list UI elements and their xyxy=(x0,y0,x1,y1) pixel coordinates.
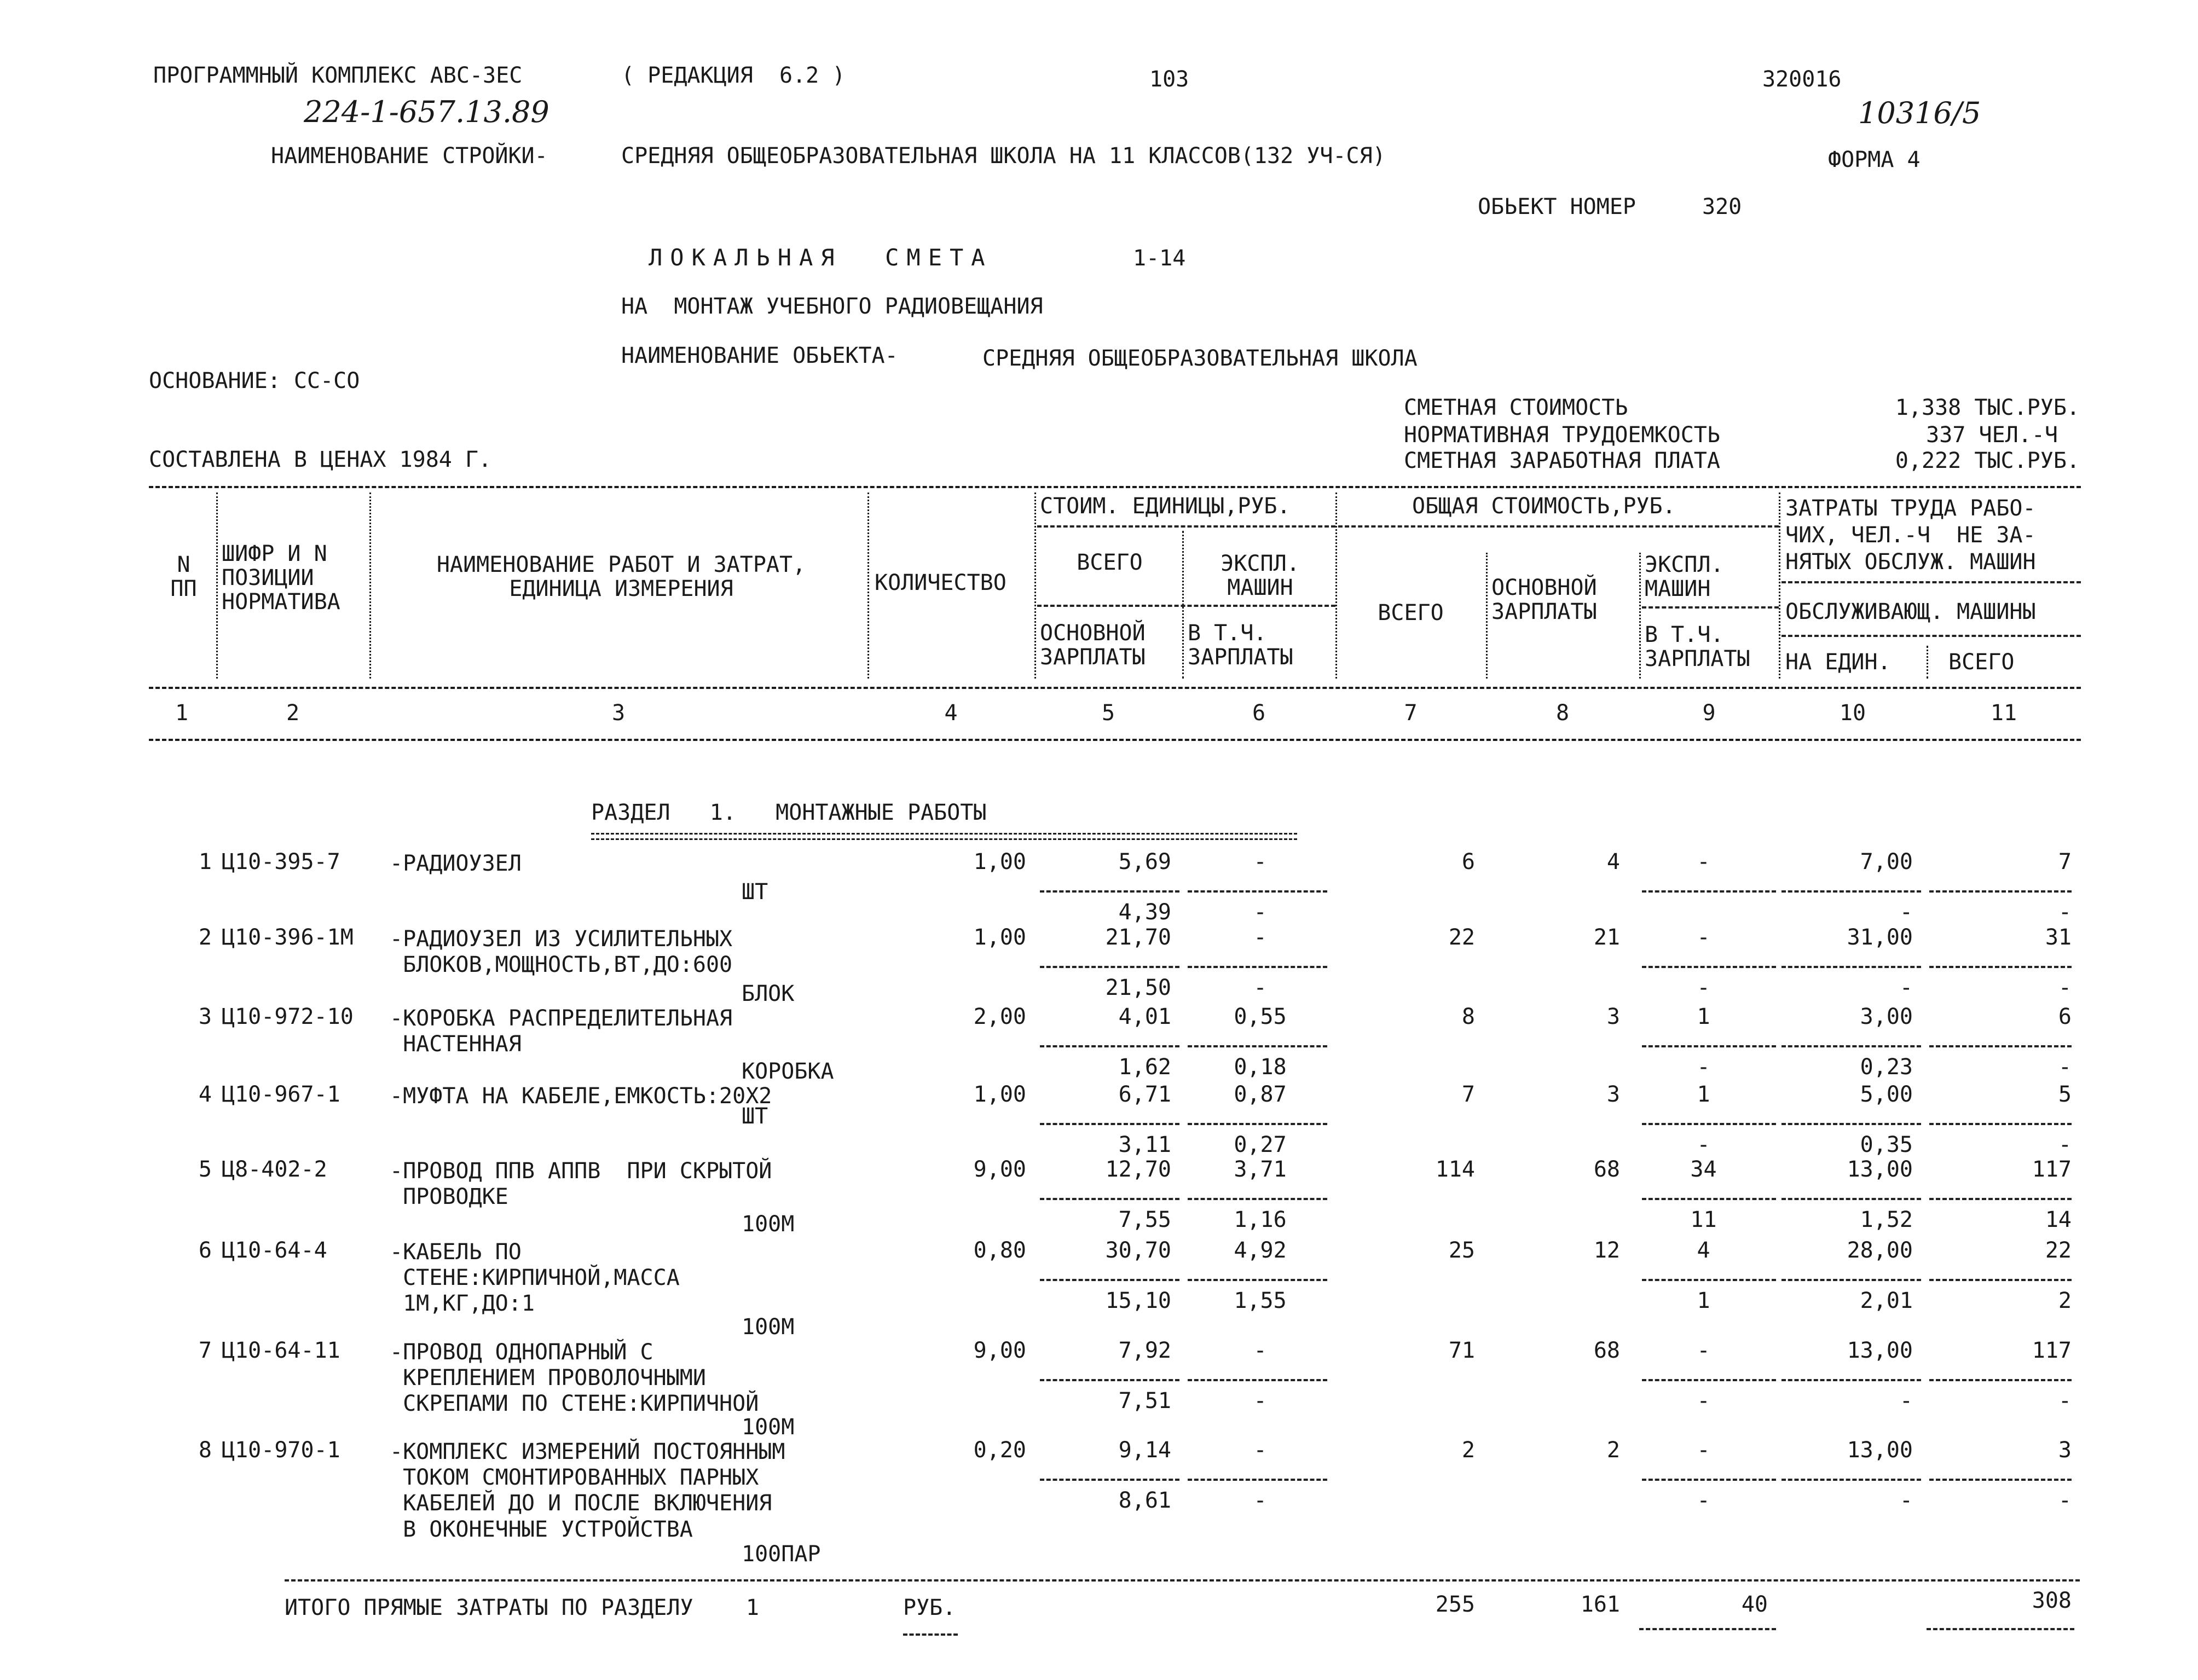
program-name: ПРОГРАММНЫЙ КОМПЛЕКС АВС-3ЕС xyxy=(153,63,523,88)
row-total-machines: 34 xyxy=(1690,1157,1717,1182)
row-total-machines: 1 xyxy=(1697,1004,1710,1029)
row-labor-unit: 28,00 xyxy=(1847,1238,1913,1263)
row-labor-total: 6 xyxy=(2058,1004,2072,1029)
row-machine-wages: - xyxy=(1697,1488,1710,1513)
header-unit-cost: СТОИМ. ЕДИНИЦЫ,РУБ. xyxy=(1040,494,1291,519)
row-unit-machines: - xyxy=(1253,1438,1267,1463)
handwritten-right-code: 10316/5 xyxy=(1858,96,1981,130)
estimate-title: ЛОКАЛЬНАЯ СМЕТА xyxy=(649,244,993,271)
cell-separator-rule xyxy=(1929,1198,2072,1200)
summary-value-wages: 0,222 ТЫС.РУБ. xyxy=(1895,448,2080,473)
row-machine-wages: 11 xyxy=(1690,1207,1717,1232)
object-number-label: ОБЬЕКТ НОМЕР xyxy=(1478,194,1636,219)
row-machine-service-unit: 2,01 xyxy=(1860,1288,1913,1313)
header-col-6b: В Т.Ч. ЗАРПЛАТЫ xyxy=(1188,621,1293,670)
cell-separator-rule xyxy=(1040,1045,1179,1047)
row-name: -ПРОВОД ППВ АППВ ПРИ СКРЫТОЙ ПРОВОДКЕ xyxy=(390,1158,772,1210)
row-unit-wages: 4,39 xyxy=(1118,900,1171,925)
table-top-rule xyxy=(149,486,2081,488)
summary-value-labor: 337 ЧЕЛ.-Ч xyxy=(1926,422,2058,448)
total-under-rule xyxy=(1639,1628,1776,1630)
construction-label: НАИМЕНОВАНИЕ СТРОЙКИ- xyxy=(271,143,548,169)
summary-label-wages: СМЕТНАЯ ЗАРАБОТНАЯ ПЛАТА xyxy=(1404,448,1720,473)
section-title-underline xyxy=(591,833,1297,835)
row-quantity: 2,00 xyxy=(973,1004,1026,1029)
document-code: 320016 xyxy=(1762,67,1842,92)
row-name: -МУФТА НА КАБЕЛЕ,ЕМКОСТЬ:20Х2 xyxy=(390,1084,772,1109)
row-unit-machine-wages: 0,27 xyxy=(1234,1132,1287,1157)
row-name: -РАДИОУЗЕЛ xyxy=(390,851,522,876)
row-total-cost: 25 xyxy=(1448,1238,1475,1263)
row-unit-wages: 1,62 xyxy=(1118,1055,1171,1080)
row-number: 7 xyxy=(198,1338,212,1363)
row-number: 6 xyxy=(198,1238,212,1263)
cell-separator-rule xyxy=(1642,1045,1776,1047)
row-machine-service-total: - xyxy=(2058,975,2072,1000)
row-unit-machine-wages: 0,18 xyxy=(1234,1055,1287,1080)
row-machine-service-unit: - xyxy=(1899,1488,1913,1513)
row-code: Ц8-402-2 xyxy=(222,1157,327,1182)
row-total-machines: - xyxy=(1697,925,1710,950)
page-number: 103 xyxy=(1149,67,1189,92)
handwritten-left-code: 224-1-657.13.89 xyxy=(304,95,550,129)
cell-separator-rule xyxy=(1040,1479,1179,1481)
row-machine-service-total: 2 xyxy=(2058,1288,2072,1313)
row-machine-service-total: - xyxy=(2058,1055,2072,1080)
row-machine-service-total: - xyxy=(2058,1132,2072,1157)
row-total-cost: 7 xyxy=(1461,1082,1475,1107)
header-col-1: N ПП xyxy=(170,552,197,601)
header-col-9b: В Т.Ч. ЗАРПЛАТЫ xyxy=(1645,622,1750,671)
cell-separator-rule xyxy=(1040,1279,1179,1281)
cell-separator-rule xyxy=(1929,1045,2072,1047)
row-total-machines: 1 xyxy=(1697,1082,1710,1107)
row-machine-service-unit: - xyxy=(1899,1388,1913,1413)
header-sub-rule xyxy=(1037,525,1335,528)
row-labor-total: 7 xyxy=(2058,849,2072,874)
row-unit: КОРОБКА xyxy=(742,1059,834,1084)
row-unit-wages: 8,61 xyxy=(1118,1488,1171,1513)
row-labor-total: 22 xyxy=(2045,1238,2072,1263)
col-divider xyxy=(216,493,218,679)
row-labor-unit: 5,00 xyxy=(1860,1082,1913,1107)
section-total-c7: 255 xyxy=(1435,1592,1475,1617)
cell-separator-rule xyxy=(1781,1379,1921,1381)
cell-separator-rule xyxy=(1929,1123,2072,1125)
row-code: Ц10-64-4 xyxy=(222,1238,327,1263)
row-machine-wages: - xyxy=(1697,1055,1710,1080)
estimate-subtitle: НА МОНТАЖ УЧЕБНОГО РАДИОВЕЩАНИЯ xyxy=(621,294,1043,319)
summary-label-cost: СМЕТНАЯ СТОИМОСТЬ xyxy=(1404,395,1628,420)
row-unit-total: 5,69 xyxy=(1118,849,1171,874)
row-total-cost: 2 xyxy=(1461,1438,1475,1463)
cell-separator-rule xyxy=(1781,1045,1921,1047)
row-total-cost: 6 xyxy=(1461,849,1475,874)
row-quantity: 0,20 xyxy=(973,1438,1026,1463)
row-machine-service-unit: - xyxy=(1899,900,1913,925)
header-total-cost: ОБЩАЯ СТОИМОСТЬ,РУБ. xyxy=(1412,494,1676,519)
header-col-10a: ОБСЛУЖИВАЮЩ. МАШИНЫ xyxy=(1785,599,2036,624)
row-quantity: 0,80 xyxy=(973,1238,1026,1263)
column-number-5: 5 xyxy=(1101,700,1115,726)
row-total-machines: - xyxy=(1697,849,1710,874)
row-labor-total: 3 xyxy=(2058,1438,2072,1463)
cell-separator-rule xyxy=(1642,890,1776,893)
col-divider xyxy=(1927,646,1928,679)
header-col-8: ОСНОВНОЙ ЗАРПЛАТЫ xyxy=(1491,575,1597,624)
cell-separator-rule xyxy=(1642,1123,1776,1125)
header-col-5: ВСЕГО xyxy=(1077,550,1143,575)
row-total-wages: 2 xyxy=(1606,1438,1620,1463)
header-labor: ЗАТРАТЫ ТРУДА РАБО- ЧИХ, ЧЕЛ.-Ч НЕ ЗА- НЯТЫХ ОБСЛУЖ. МАШИН xyxy=(1785,496,2036,575)
row-unit: 100М xyxy=(742,1212,795,1237)
col-divider xyxy=(1034,493,1036,679)
row-quantity: 9,00 xyxy=(973,1338,1026,1363)
row-code: Ц10-967-1 xyxy=(222,1082,340,1107)
cell-separator-rule xyxy=(1188,1379,1327,1381)
cell-separator-rule xyxy=(1781,1479,1921,1481)
row-unit-total: 7,92 xyxy=(1118,1338,1171,1363)
header-sub-rule xyxy=(1642,606,1779,609)
cell-separator-rule xyxy=(1781,890,1921,893)
construction-name: СРЕДНЯЯ ОБЩЕОБРАЗОВАТЕЛЬНАЯ ШКОЛА НА 11 КЛАССОВ(132 УЧ-СЯ) xyxy=(621,143,1386,169)
row-machine-service-unit: 1,52 xyxy=(1860,1207,1913,1232)
total-top-rule xyxy=(285,1579,2080,1581)
header-col-3: НАИМЕНОВАНИЕ РАБОТ И ЗАТРАТ, ЕДИНИЦА ИЗМЕРЕНИЯ xyxy=(436,552,806,601)
col-divider xyxy=(1779,493,1780,679)
col-divider xyxy=(369,493,371,679)
row-machine-wages: - xyxy=(1697,1388,1710,1413)
cell-separator-rule xyxy=(1929,1279,2072,1281)
row-unit: 100ПАР xyxy=(742,1542,821,1567)
row-number: 1 xyxy=(198,849,212,874)
row-total-machines: - xyxy=(1697,1338,1710,1363)
row-unit-machines: - xyxy=(1253,849,1267,874)
row-machine-service-total: - xyxy=(2058,900,2072,925)
row-number: 8 xyxy=(198,1438,212,1463)
header-col-2: ШИФР И N ПОЗИЦИИ НОРМАТИВА xyxy=(222,541,340,615)
cell-separator-rule xyxy=(1040,1379,1179,1381)
row-unit-total: 9,14 xyxy=(1118,1438,1171,1463)
row-machine-service-unit: 0,35 xyxy=(1860,1132,1913,1157)
section-total-label: ИТОГО ПРЯМЫЕ ЗАТРАТЫ ПО РАЗДЕЛУ 1 xyxy=(285,1595,759,1620)
col-divider xyxy=(1486,553,1488,679)
row-unit-wages: 21,50 xyxy=(1105,975,1171,1000)
row-total-wages: 21 xyxy=(1593,925,1620,950)
column-number-10: 10 xyxy=(1839,700,1866,726)
row-labor-unit: 7,00 xyxy=(1860,849,1913,874)
row-machine-wages: - xyxy=(1697,1132,1710,1157)
column-numbers-rule xyxy=(149,739,2081,741)
cell-separator-rule xyxy=(1781,1198,1921,1200)
column-number-2: 2 xyxy=(286,700,300,726)
row-number: 2 xyxy=(198,925,212,950)
col-divider xyxy=(1639,553,1641,679)
row-unit-machines: 4,92 xyxy=(1234,1238,1287,1263)
column-number-6: 6 xyxy=(1252,700,1266,726)
cell-separator-rule xyxy=(1642,1198,1776,1200)
section-total-unit: РУБ. xyxy=(903,1595,956,1620)
row-total-wages: 68 xyxy=(1593,1338,1620,1363)
row-code: Ц10-970-1 xyxy=(222,1438,340,1463)
row-unit-machine-wages: 1,55 xyxy=(1234,1288,1287,1313)
cell-separator-rule xyxy=(1929,1379,2072,1381)
row-total-wages: 4 xyxy=(1606,849,1620,874)
row-unit-total: 12,70 xyxy=(1105,1157,1171,1182)
row-unit-machine-wages: - xyxy=(1253,975,1267,1000)
row-number: 3 xyxy=(198,1004,212,1029)
row-machine-wages: 1 xyxy=(1697,1288,1710,1313)
row-labor-unit: 3,00 xyxy=(1860,1004,1913,1029)
row-unit-machine-wages: - xyxy=(1253,1388,1267,1413)
row-number: 5 xyxy=(198,1157,212,1182)
col-divider xyxy=(1335,493,1337,679)
cell-separator-rule xyxy=(1040,1198,1179,1200)
row-quantity: 1,00 xyxy=(973,1082,1026,1107)
cell-separator-rule xyxy=(1188,1045,1327,1047)
cell-separator-rule xyxy=(1188,1198,1327,1200)
cell-separator-rule xyxy=(1188,1479,1327,1481)
row-name: -ПРОВОД ОДНОПАРНЫЙ С КРЕПЛЕНИЕМ ПРОВОЛОЧНЫМИ СКРЕПАМИ ПО СТЕНЕ:КИРПИЧНОЙ xyxy=(390,1340,759,1417)
header-sub-rule xyxy=(1037,605,1335,607)
row-unit-total: 6,71 xyxy=(1118,1082,1171,1107)
row-machine-service-total: - xyxy=(2058,1488,2072,1513)
row-unit-total: 30,70 xyxy=(1105,1238,1171,1263)
prices-line: СОСТАВЛЕНА В ЦЕНАХ 1984 Г. xyxy=(149,447,492,472)
basis-line: ОСНОВАНИЕ: СС-СО xyxy=(149,368,360,393)
cell-separator-rule xyxy=(1188,1123,1327,1125)
row-quantity: 1,00 xyxy=(973,849,1026,874)
column-number-4: 4 xyxy=(944,700,958,726)
column-number-8: 8 xyxy=(1555,700,1570,726)
row-labor-unit: 13,00 xyxy=(1847,1157,1913,1182)
row-name: -КОМПЛЕКС ИЗМЕРЕНИЙ ПОСТОЯННЫМ ТОКОМ СМОНТИРОВАННЫХ ПАРНЫХ КАБЕЛЕЙ ДО И ПОСЛЕ ВКЛЮЧЕНИЯ В ОКОНЕЧНЫЕ УСТРОЙСТВА xyxy=(390,1439,785,1542)
row-machine-service-unit: 0,23 xyxy=(1860,1055,1913,1080)
row-code: Ц10-972-10 xyxy=(222,1004,354,1029)
column-number-7: 7 xyxy=(1404,700,1418,726)
row-unit-wages: 3,11 xyxy=(1118,1132,1171,1157)
row-name: -КАБЕЛЬ ПО СТЕНЕ:КИРПИЧНОЙ,МАССА 1М,КГ,ДО:1 xyxy=(390,1239,680,1317)
cell-separator-rule xyxy=(1188,966,1327,968)
program-edition: ( РЕДАКЦИЯ 6.2 ) xyxy=(621,63,846,88)
row-code: Ц10-396-1М xyxy=(222,925,354,950)
row-unit: БЛОК xyxy=(742,981,795,1006)
row-total-machines: - xyxy=(1697,1438,1710,1463)
cell-separator-rule xyxy=(1929,966,2072,968)
cell-separator-rule xyxy=(1642,1279,1776,1281)
row-unit-machines: - xyxy=(1253,925,1267,950)
row-number: 4 xyxy=(198,1082,212,1107)
cell-separator-rule xyxy=(1642,1379,1776,1381)
cell-separator-rule xyxy=(1040,1123,1179,1125)
cell-separator-rule xyxy=(1929,890,2072,893)
row-total-cost: 22 xyxy=(1448,925,1475,950)
row-total-machines: 4 xyxy=(1697,1238,1710,1263)
cell-separator-rule xyxy=(1040,890,1179,893)
row-machine-service-total: - xyxy=(2058,1388,2072,1413)
row-labor-unit: 13,00 xyxy=(1847,1338,1913,1363)
row-unit-wages: 7,55 xyxy=(1118,1207,1171,1232)
estimate-number: 1-14 xyxy=(1133,246,1186,271)
cell-separator-rule xyxy=(1781,966,1921,968)
row-unit: 100М xyxy=(742,1314,795,1340)
row-unit: ШТ xyxy=(742,879,768,905)
cell-separator-rule xyxy=(1188,890,1327,893)
row-unit-machine-wages: 1,16 xyxy=(1234,1207,1287,1232)
cell-separator-rule xyxy=(1781,1123,1921,1125)
row-code: Ц10-395-7 xyxy=(222,849,340,874)
column-number-9: 9 xyxy=(1702,700,1716,726)
row-labor-total: 5 xyxy=(2058,1082,2072,1107)
row-unit: 100М xyxy=(742,1415,795,1440)
row-unit-machines: 3,71 xyxy=(1234,1157,1287,1182)
header-col-6: ЭКСПЛ. МАШИН xyxy=(1221,551,1300,600)
header-sub-rule xyxy=(1781,635,2081,637)
row-unit-machines: - xyxy=(1253,1338,1267,1363)
row-name: -КОРОБКА РАСПРЕДЕЛИТЕЛЬНАЯ НАСТЕННАЯ xyxy=(390,1006,733,1057)
row-unit-wages: 7,51 xyxy=(1118,1388,1171,1413)
row-total-cost: 8 xyxy=(1461,1004,1475,1029)
row-machine-wages: - xyxy=(1697,975,1710,1000)
cell-separator-rule xyxy=(1642,966,1776,968)
header-bottom-rule xyxy=(149,687,2081,689)
cell-separator-rule xyxy=(1642,1479,1776,1481)
row-total-wages: 3 xyxy=(1606,1004,1620,1029)
row-unit: ШТ xyxy=(742,1104,768,1129)
section-title-underline xyxy=(591,838,1297,840)
col-divider xyxy=(867,493,869,679)
header-col-11: ВСЕГО xyxy=(1948,650,2015,675)
row-code: Ц10-64-11 xyxy=(222,1338,340,1363)
total-unit-underline xyxy=(903,1633,958,1636)
summary-label-labor: НОРМАТИВНАЯ ТРУДОЕМКОСТЬ xyxy=(1404,422,1720,448)
object-name-label: НАИМЕНОВАНИЕ ОБЬЕКТА- xyxy=(621,343,898,368)
summary-value-cost: 1,338 ТЫС.РУБ. xyxy=(1895,395,2080,420)
row-name: -РАДИОУЗЕЛ ИЗ УСИЛИТЕЛЬНЫХ БЛОКОВ,МОЩНОСТЬ,ВТ,ДО:600 xyxy=(390,926,733,978)
row-unit-machines: 0,55 xyxy=(1234,1004,1287,1029)
row-unit-machine-wages: - xyxy=(1253,1488,1267,1513)
row-labor-total: 117 xyxy=(2032,1157,2072,1182)
cell-separator-rule xyxy=(1929,1479,2072,1481)
object-number: 320 xyxy=(1702,194,1742,219)
cell-separator-rule xyxy=(1188,1279,1327,1281)
section-total-c11: 308 xyxy=(2032,1588,2072,1613)
row-total-cost: 114 xyxy=(1435,1157,1475,1182)
header-col-4: КОЛИЧЕСТВО xyxy=(875,570,1007,595)
column-number-11: 11 xyxy=(1990,700,2017,726)
row-unit-machine-wages: - xyxy=(1253,900,1267,925)
row-total-wages: 68 xyxy=(1593,1157,1620,1182)
column-number-1: 1 xyxy=(175,700,189,726)
column-number-3: 3 xyxy=(611,700,626,726)
cell-separator-rule xyxy=(1040,966,1179,968)
row-total-cost: 71 xyxy=(1448,1338,1475,1363)
row-quantity: 9,00 xyxy=(973,1157,1026,1182)
cell-separator-rule xyxy=(1781,1279,1921,1281)
row-unit-machines: 0,87 xyxy=(1234,1082,1287,1107)
total-under-rule xyxy=(1927,1628,2074,1630)
row-labor-total: 117 xyxy=(2032,1338,2072,1363)
row-labor-total: 31 xyxy=(2045,925,2072,950)
row-total-wages: 12 xyxy=(1593,1238,1620,1263)
row-machine-service-total: 14 xyxy=(2045,1207,2072,1232)
header-col-5b: ОСНОВНОЙ ЗАРПЛАТЫ xyxy=(1040,621,1146,670)
section-total-c9: 40 xyxy=(1741,1592,1768,1617)
form-label: ФОРМА 4 xyxy=(1828,147,1921,172)
header-col-9: ЭКСПЛ. МАШИН xyxy=(1645,552,1724,601)
row-total-wages: 3 xyxy=(1606,1082,1620,1107)
row-unit-total: 21,70 xyxy=(1105,925,1171,950)
row-unit-wages: 15,10 xyxy=(1105,1288,1171,1313)
header-sub-rule xyxy=(1338,525,1779,528)
row-machine-service-unit: - xyxy=(1899,975,1913,1000)
row-labor-unit: 31,00 xyxy=(1847,925,1913,950)
header-sub-rule xyxy=(1781,581,2081,583)
row-quantity: 1,00 xyxy=(973,925,1026,950)
object-name: СРЕДНЯЯ ОБЩЕОБРАЗОВАТЕЛЬНАЯ ШКОЛА xyxy=(982,346,1418,371)
row-unit-total: 4,01 xyxy=(1118,1004,1171,1029)
header-col-10: НА ЕДИН. xyxy=(1785,650,1891,675)
section-total-c8: 161 xyxy=(1580,1592,1620,1617)
section-title: РАЗДЕЛ 1. МОНТАЖНЫЕ РАБОТЫ xyxy=(591,800,987,825)
row-labor-unit: 13,00 xyxy=(1847,1438,1913,1463)
header-col-7: ВСЕГО xyxy=(1378,600,1444,625)
